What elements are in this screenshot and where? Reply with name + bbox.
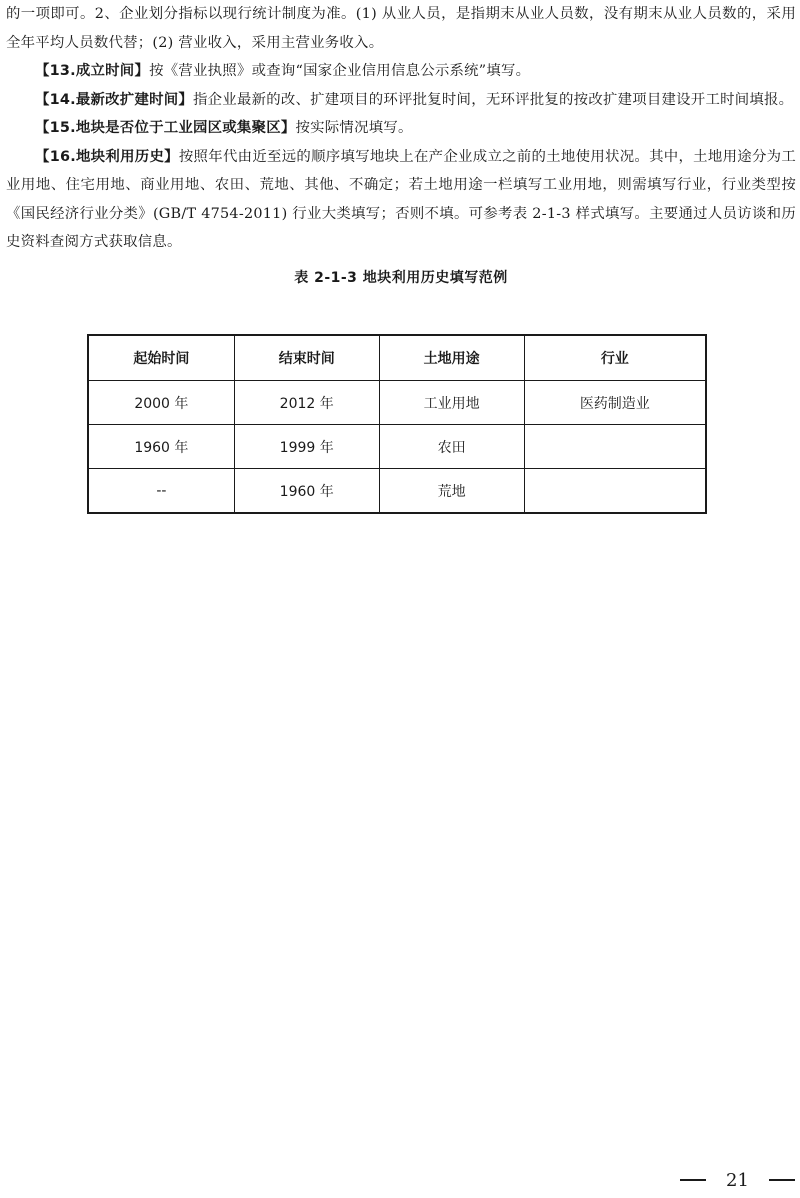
header-industry: 行业 <box>524 335 706 381</box>
item-label-14: 【14.最新改扩建时间】 <box>35 91 194 108</box>
page-number: 21 <box>726 1169 749 1191</box>
cell-end-time: 2012 年 <box>234 381 379 425</box>
cell-start-time: -- <box>88 469 234 514</box>
table-header-row <box>88 335 706 381</box>
item-text-14: 指企业最新的改、扩建项目的环评批复时间，无环评批复的按改扩建项目建设开工时间填报。 <box>193 91 794 108</box>
cell-industry: 医药制造业 <box>524 381 706 425</box>
paragraph-establish-time <box>6 57 796 86</box>
header-land-use: 土地用途 <box>379 335 524 381</box>
paragraph-industrial-park <box>6 114 796 143</box>
cell-industry <box>524 425 706 469</box>
cell-end-time: 1960 年 <box>234 469 379 514</box>
cell-land-use: 荒地 <box>379 469 524 514</box>
header-start-time: 起始时间 <box>88 335 234 381</box>
cell-industry <box>524 469 706 514</box>
footer-dash-left <box>680 1179 706 1181</box>
item-text-15: 按实际情况填写。 <box>295 120 413 136</box>
item-label-15: 【15.地块是否位于工业园区或集聚区】 <box>35 120 296 136</box>
item-label-16: 【16.地块利用历史】 <box>35 148 179 165</box>
table-row <box>88 469 706 514</box>
header-end-time: 结束时间 <box>234 335 379 381</box>
document-body <box>6 0 796 291</box>
item-text-13: 按《营业执照》或查询“国家企业信用信息公示系统”填写。 <box>149 63 531 79</box>
item-label-13: 【13.成立时间】 <box>35 63 150 79</box>
page-footer <box>680 1168 795 1192</box>
cell-end-time: 1999 年 <box>234 425 379 469</box>
cell-land-use: 农田 <box>379 425 524 469</box>
paragraph-enterprise-scale: 的一项即可。2、企业划分指标以现行统计制度为准。(1) 从业人员，是指期末从业人员数，没有期末从业人员数的，采用全年平均人员数代替；(2) 营业收入，采用主营业务收入。 <box>6 6 796 51</box>
item-text-16: 按照年代由近至远的顺序填写地块上在产企业成立之前的土地使用状况。其中，土地用途分为工业用地、住宅用地、商业用地、农田、荒地、其他、不确定；若土地用途一栏填写工业用地，则需填写行业，行业类型按《国民经济行业分类》(GB/T 4754-2011) 行业大类填写；否则不填。可参考表 2-1-3 样式填写。主要通过人员访谈和历史资料查阅方式获取信息。 <box>6 148 796 250</box>
cell-land-use: 工业用地 <box>379 381 524 425</box>
cell-start-time: 1960 年 <box>88 425 234 469</box>
paragraph-land-history <box>6 143 796 257</box>
land-use-history-table <box>87 334 707 514</box>
cell-start-time: 2000 年 <box>88 381 234 425</box>
table-row <box>88 381 706 425</box>
paragraph-latest-expansion <box>6 86 796 115</box>
footer-dash-right <box>769 1179 795 1181</box>
table-row <box>88 425 706 469</box>
table-caption: 表 2-1-3 地块利用历史填写范例 <box>294 269 508 286</box>
